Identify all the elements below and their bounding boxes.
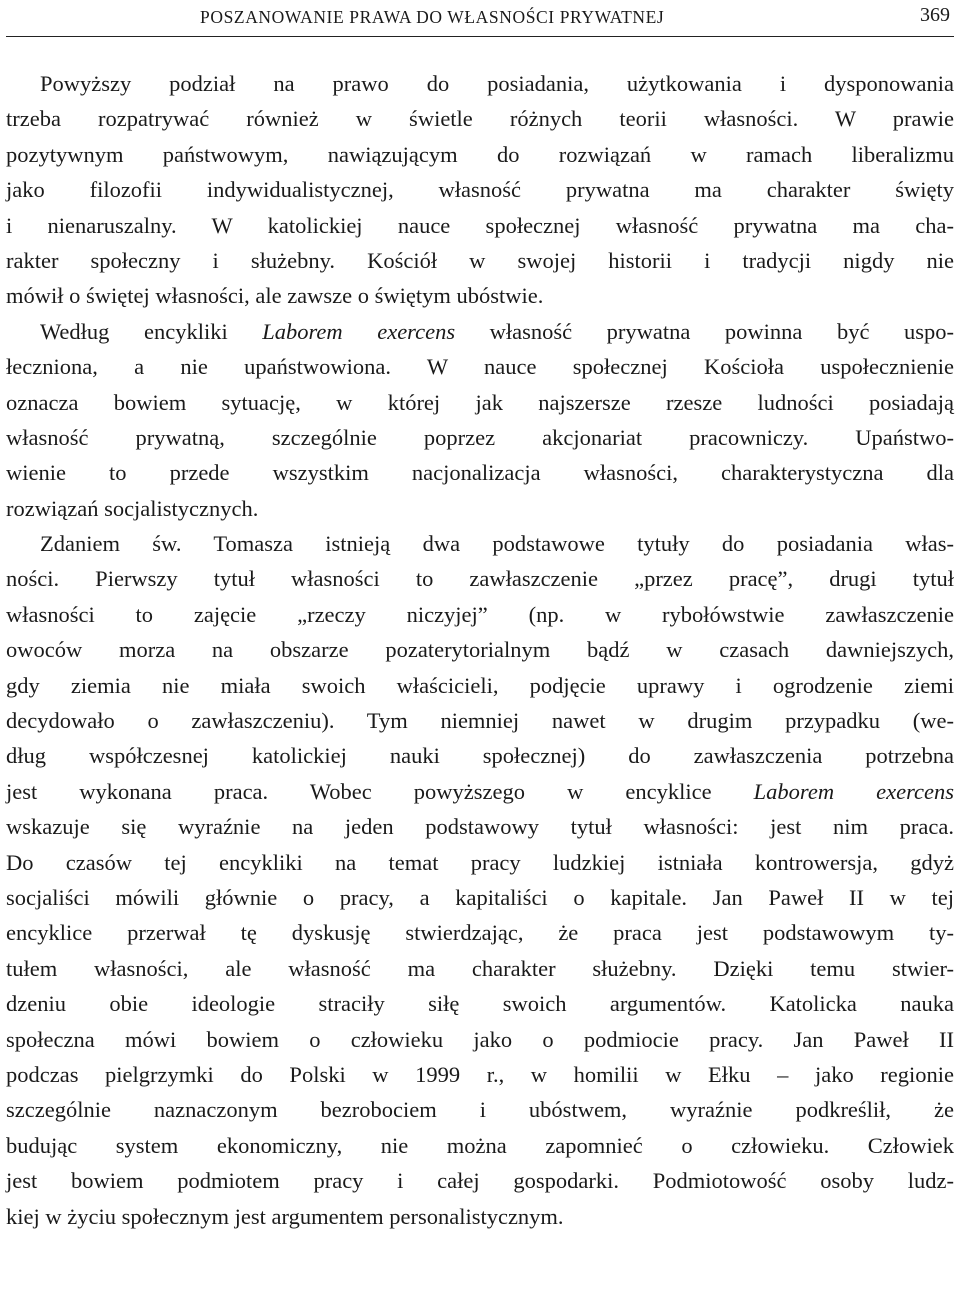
text-line: rozwiązań socjalistycznych. [6,495,259,521]
text-line: wienie to przede wszystkim nacjonalizacja własności, charakterystyczna dla [6,460,954,486]
page-number: 369 [920,4,950,26]
body-text [6,66,954,1234]
running-title: POSZANOWANIE PRAWA DO WŁASNOŚCI PRYWATNEJ [200,7,665,27]
text-line: społeczna mówi bowiem o człowieku jako o podmiocie pracy. Jan Paweł II [6,1026,954,1052]
text-line: kiej w życiu społecznym jest argumentem personalistycznym. [6,1203,564,1229]
text-line: ności. Pierwszy tytuł własności to zawłaszczenie „przez pracę”, drugi tytuł [6,566,954,592]
text-line: mówił o świętej własności, ale zawsze o świętym ubóstwie. [6,283,544,309]
text-line: podczas pielgrzymki do Polski w 1999 r., w homilii w Ełku – jako regionie [6,1061,954,1087]
text-line: gdy ziemia nie miała swoich właścicieli, podjęcie uprawy i ogrodzenie ziemi [6,672,954,698]
text-line: Powyższy podział na prawo do posiadania, użytkowania i dysponowania [40,71,954,96]
text-line: tułem własności, ale własność ma charakter służebny. Dzięki temu stwier- [6,955,954,981]
text-line: i nienaruszalny. W katolickiej nauce społecznej własność prywatna ma cha- [6,212,954,238]
text-line: budując system ekonomiczny, nie można zapomnieć o człowieku. Człowiek [6,1132,954,1158]
text-line: dług współczesnej katolickiej nauki społecznej) do zawłaszczenia potrzebna [6,743,954,769]
text-line: szczególnie naznaczonym bezrobociem i ubóstwem, wyraźnie podkreślił, że [6,1097,954,1123]
paragraph [6,66,954,314]
text-line [6,774,954,809]
text-line: jest bowiem podmiotem pracy i całej gospodarki. Podmiotowość osoby ludz- [6,1168,954,1194]
text-line: socjaliści mówili głównie o pracy, a kapitaliści o kapitale. Jan Paweł II w tej [6,884,954,910]
text-run: jest wykonana praca. Wobec powyższego w encyklice [6,778,754,804]
text-line: własności to zajęcie „rzeczy niczyjej” (np. w rybołówstwie zawłaszczenie [6,601,954,627]
paragraph [6,526,954,1234]
text-line: dzeniu obie ideologie straciły siłę swoich argumentów. Katolicka nauka [6,991,954,1017]
text-line: wskazuje się wyraźnie na jeden podstawowy tytuł własności: jest nim praca. [6,814,954,840]
text-line: oznacza bowiem sytuację, w której jak najszersze rzesze ludności posiadają [6,389,954,415]
text-line [6,314,954,349]
text-line: własność prywatną, szczególnie poprzez akcjonariat pracowniczy. Upaństwo- [6,424,954,450]
text-line: łeczniona, a nie upaństwowiona. W nauce społecznej Kościoła uspołecznienie [6,354,954,380]
text-line: Zdaniem św. Tomasza istnieją dwa podstawowe tytuły do posiadania włas- [40,531,954,557]
running-header [6,0,954,37]
text-line: trzeba rozpatrywać również w świetle różnych teorii własności. W prawie [6,106,954,132]
italic-title: Laborem exercens [262,318,456,344]
text-run: Według encykliki [40,318,263,344]
text-line: decydowało o zawłaszczeniu). Tym niemniej nawet w drugim przypadku (we- [6,708,954,734]
text-line: encyklice przerwał tę dyskusję stwierdzając, że praca jest podstawowym ty- [6,920,954,946]
text-run: własność prywatna powinna być uspo- [455,318,954,344]
text-line: jako filozofii indywidualistycznej, własność prywatna ma charakter święty [6,177,954,203]
paragraph [6,314,954,526]
text-line: owoców morza na obszarze pozaterytorialnym bądź w czasach dawniejszych, [6,637,954,663]
text-line: pozytywnym państwowym, nawiązującym do rozwiązań w ramach liberalizmu [6,141,954,167]
italic-title: Laborem exercens [753,778,954,804]
text-line: rakter społeczny i służebny. Kościół w swojej historii i tradycji nigdy nie [6,247,954,273]
text-line: Do czasów tej encykliki na temat pracy ludzkiej istniała kontrowersja, gdyż [6,849,954,875]
